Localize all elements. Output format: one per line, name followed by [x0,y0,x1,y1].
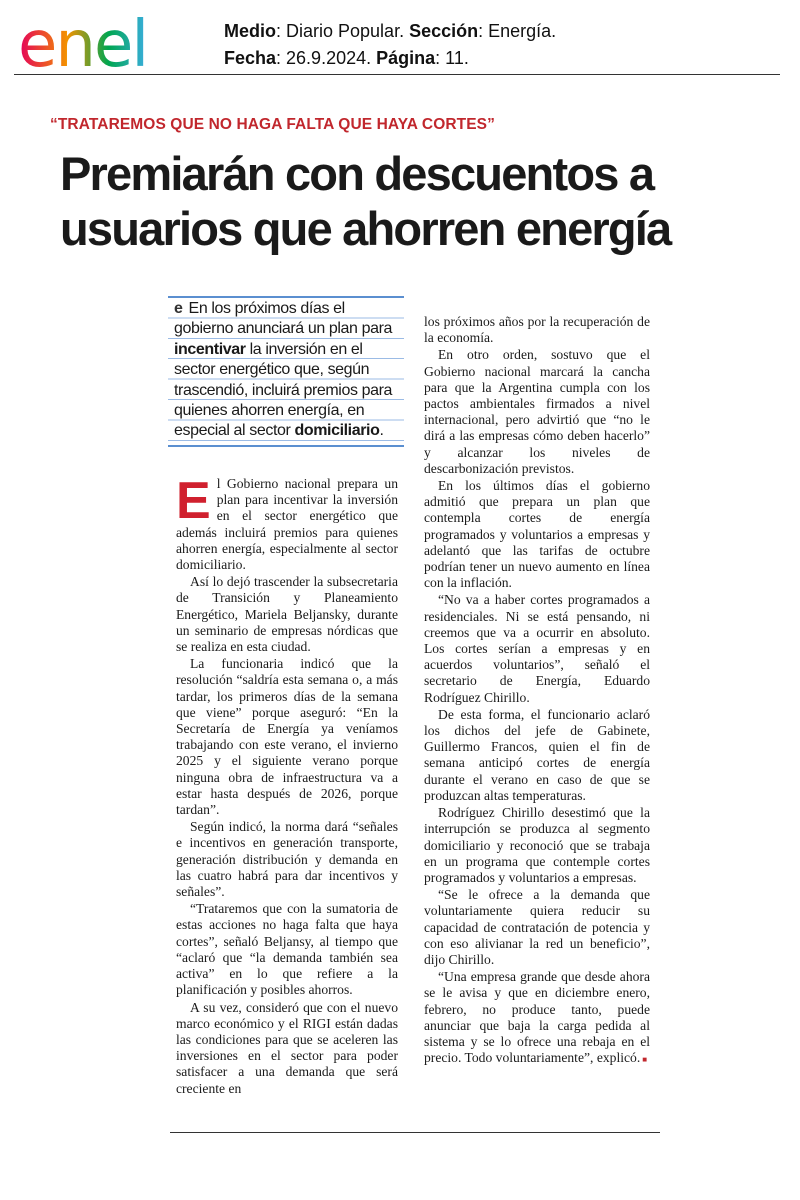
fecha-label: Fecha [224,48,277,68]
paragraph: los próximos años por la recuperación de la economía. [424,314,650,346]
bottom-divider [170,1132,660,1133]
summary-part-2: la inversión en el sector energético que, según trascendió, incluirá premios para quienes ahorren energía, en especial al sector [174,340,393,440]
pagina-label: Página [376,48,436,68]
paragraph: En los últimos días el gobierno admitió que prepara un plan que contempla cortes de energía programados y voluntarios a empresas y adelantó que las tarifas de octubre podrían tener un nuevo aumento en línea con la inflación. [424,478,650,591]
paragraph: Así lo dejó trascender la subsecretaria de Transición y Planeamiento Energético, Mariela Beljansky, durante un seminario de empresas nórdicas que se realiza en esta ciudad. [176,574,398,655]
article-summary-box [168,296,404,447]
medio-label: Medio [224,21,276,41]
summary-part-3: . [379,422,384,440]
drop-cap: E [176,472,211,530]
pagina-value: : 11. [435,48,469,68]
paragraph: La funcionaria indicó que la resolución “saldría esta semana o, a más tardar, los primeros días de la semana que viene” porque aseguró: “En la Secretaría de Energía ya veníamos trabajando con este verano, el invierno 2025 y el siguiente verano porque ninguna obra de infraestructura va a estar hasta después de 2026, porque tardan”. [176,656,398,818]
meta-line-1 [224,18,556,45]
paragraph: De esta forma, el funcionario aclaró los dichos del jefe de Gabinete, Guillermo Francos, quien el fin de semana anticipó cortes de energía durante el verano en caso de que se produzcan altas temperaturas. [424,706,650,803]
summary-text [174,299,402,442]
paragraph [424,969,650,1068]
seccion-label: Sección [409,21,479,41]
header-divider [14,74,780,75]
paragraph-text: “Una empresa grande que desde ahora se le avisa y que en diciembre enero, febrero, no produce tanto, puede anunciar que baja la carga pedida al sistema y se lo ofrece una rebaja en el precio. Todo voluntariamente”, explicó. [424,969,650,1066]
article-column-right [424,314,650,1069]
article-kicker: “TRATAREMOS QUE NO HAGA FALTA QUE HAYA CORTES” [50,116,495,133]
paragraph: A su vez, consideró que con el nuevo marco económico y el RIGI están dadas las condiciones para que se aceleren las inversiones en el sector para poder satisfacer a una demanda que será creciente en [176,999,398,1096]
seccion-value: : Energía. [478,21,557,41]
fecha-value: : 26.9.2024. [276,48,377,68]
summary-bold-1: incentivar [174,340,246,358]
paragraph [176,472,398,573]
paragraph: Según indicó, la norma dará “señales e incentivos en generación transporte, generación distribución y demanda en las cuatro habrá para dar incentivos y señales”. [176,819,398,900]
summary-part-1: En los próximos días el gobierno anunciará un plan para [174,300,392,338]
summary-bold-2: domiciliario [294,422,380,440]
enel-logo [18,6,190,76]
paragraph-text: l Gobierno nacional prepara un plan para incentivar la inversión en el sector energético que además incluirá premios para quienes ahorren energía, especialmente al sector domiciliario. [176,476,398,573]
medio-value: : Diario Popular. [276,21,410,41]
paragraph: “No va a haber cortes programados a residenciales. Ni se está pensando, ni creemos que va a ocurrir en absoluto. Los cortes serían a empresas y en acuerdos voluntarios”, señaló el secretario de Energía, Eduardo Rodríguez Chirillo. [424,592,650,705]
paragraph: “Se le ofrece a la demanda que voluntariamente quiera reducir su capacidad de contratación de potencia y con eso alivianar la red un beneficio”, dijo Chirillo. [424,887,650,967]
meta-line-2 [224,45,556,72]
press-clipping-meta [224,18,556,72]
end-mark-icon: ■ [642,1055,648,1065]
article-headline: Premiarán con descuentos a usuarios que ahorren energía [60,147,671,255]
paragraph: Rodríguez Chirillo desestimó que la interrupción se produzca al segmento domiciliario y reconoció que se trabaja en un programa que contemple cortes programados y voluntarios a empresas. [424,805,650,885]
paragraph: En otro orden, sostuvo que el Gobierno nacional marcará la cancha para que la Argentina cumpla con los pactos ambientales firmados a nivel internacional, pero advirtió que “no le dirá a las empresas cómo deben hacerlo” y alcanzar los niveles de descarbonización previstos. [424,347,650,476]
logo-text: enel [18,8,148,76]
paragraph: “Trataremos que con la sumatoria de estas acciones no haga falta que haya cortes”, señaló Beljansy, al tiempo que “aclaró que “la demanda también sea activa” en lo que refiere a la planificación y posibles ahorros. [176,901,398,998]
article-column-left [176,472,398,1098]
summary-bullet-icon: e [174,300,183,317]
